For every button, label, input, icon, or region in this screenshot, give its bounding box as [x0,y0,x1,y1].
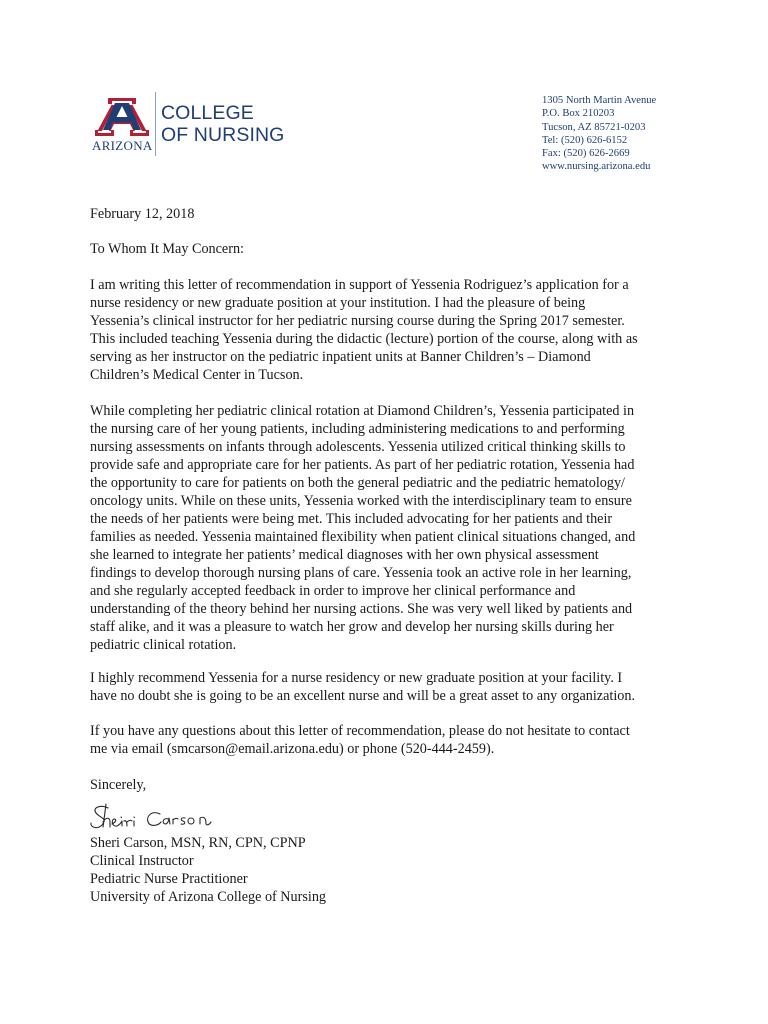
paragraph-3 [90,669,690,705]
paragraph-line: pediatric clinical rotation. [90,637,237,653]
letter-date: February 12, 2018 [90,206,195,222]
paragraph-line: and she regularly accepted feedback in order to improve her clinical performance and [90,583,576,599]
paragraph-line: serving as her instructor on the pediatric inpatient units at Banner Children’s – Diamond [90,349,591,365]
paragraph-line: While completing her pediatric clinical rotation at Diamond Children’s, Yessenia participated in [90,403,635,419]
paragraph-line: Yessenia’s clinical instructor for her pediatric nursing course during the Spring 2017 semester. [90,313,625,329]
address-city: Tucson, AZ 85721-0203 [542,121,646,133]
signer-name: Sheri Carson, MSN, RN, CPN, CPNP [90,835,306,851]
paragraph-line: have no doubt she is going to be an excellent nurse and will be a great asset to any organization. [90,688,636,704]
paragraph-line: me via email (smcarson@email.arizona.edu) or phone (520-444-2459). [90,741,495,757]
logo-arizona-text: ARIZONA [92,138,153,153]
paragraph-line: staff alike, and it was a pleasure to watch her grow and develop her nursing skills during her [90,619,614,635]
signer-institution: University of Arizona College of Nursing [90,889,327,905]
signer-title: Clinical Instructor [90,853,194,869]
paragraph-line: I am writing this letter of recommendation in support of Yessenia Rodriguez’s application for a [90,277,629,293]
address-po-box: P.O. Box 210203 [542,108,615,120]
college-logo [92,92,285,158]
address-fax: Fax: (520) 626-2669 [542,148,630,160]
paragraph-line: provide safe and appropriate care for her patients. As part of her pediatric rotation, Yessenia had [90,457,635,473]
handwritten-signature [88,800,238,834]
paragraph-line: the needs of her patients were being met. This included advocating for her patients and their [90,511,613,527]
paragraph-line: the opportunity to care for patients on both the general pediatric and the pediatric hematology/ [90,475,626,491]
paragraph-1 [90,276,690,384]
signer-block [90,834,326,906]
arizona-a-logo-icon [94,94,150,138]
letter-salutation: To Whom It May Concern: [90,241,244,257]
paragraph-line: Children’s Medical Center in Tucson. [90,367,304,383]
address-website: www.nursing.arizona.edu [542,161,651,173]
logo-college-text: COLLEGE [161,102,254,124]
paragraph-line: oncology units. While on these units, Yessenia worked with the interdisciplinary team to ensure [90,493,632,509]
paragraph-line: If you have any questions about this letter of recommendation, please do not hesitate to contact [90,723,630,739]
paragraph-line: the nursing care of her young patients, including administering medications to and performing [90,421,625,437]
address-street: 1305 North Martin Avenue [542,95,657,106]
paragraph-2 [90,402,690,654]
paragraph-line: she learned to integrate her patients’ medical diagnoses with her own physical assessment [90,547,599,563]
paragraph-line: understanding of the theory behind her nursing actions. She was very well liked by patients and [90,601,633,617]
letter-closing: Sincerely, [90,777,147,793]
paragraph-line: findings to develop thorough nursing plans of care. Yessenia took an active role in her learning, [90,565,632,581]
paragraph-4 [90,722,690,758]
paragraph-line: nurse residency or new graduate position at your institution. I had the pleasure of being [90,295,586,311]
paragraph-line: families as needed. Yessenia maintained flexibility when patient clinical situations changed, and [90,529,636,545]
signer-role: Pediatric Nurse Practitioner [90,871,248,887]
paragraph-line: nursing assessments on infants through adolescents. Yessenia utilized critical thinking skills to [90,439,626,455]
paragraph-line: This included teaching Yessenia during the didactic (lecture) portion of the course, along with as [90,331,638,347]
paragraph-line: I highly recommend Yessenia for a nurse residency or new graduate position at your facility. I [90,670,623,686]
letterhead-address [542,94,742,174]
logo-nursing-text: OF NURSING [161,124,285,146]
address-tel: Tel: (520) 626-6152 [542,134,628,146]
logo-divider [155,92,156,156]
